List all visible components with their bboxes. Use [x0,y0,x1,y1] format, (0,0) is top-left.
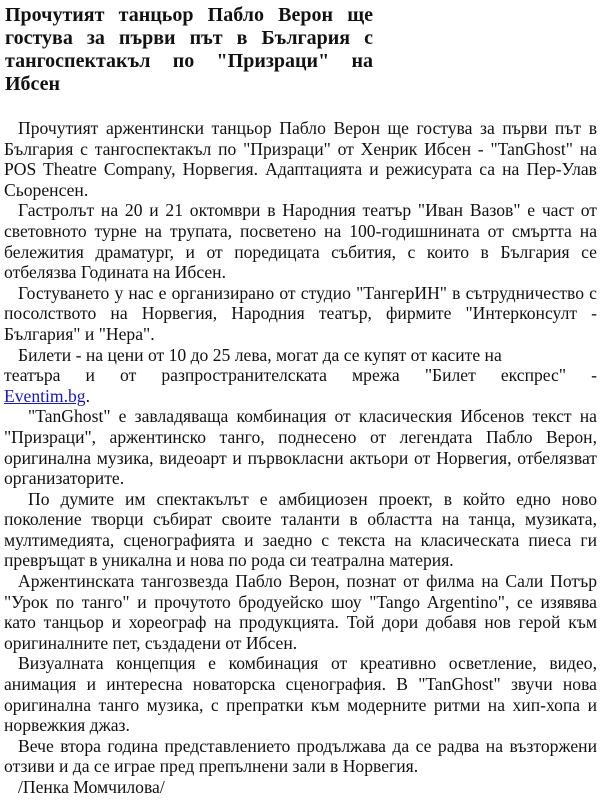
tickets-paragraph [4,365,597,386]
paragraph: Прочутият аржентински танцьор Пабло Верон ще гостува за първи път в България с тангоспектакъл по "Призраци" от Хенрик Ибсен - "TanGhost" на POS Theatre Company, Норвегия. Адаптацията и режисурата са на Пер-Улав Сьоренсен. [4,118,597,200]
paragraph: Вече втора година представлението продължава да се радва на възторжени отзиви и да се играе пред препълнени зали в Норвегия. [4,735,597,777]
tickets-link-line [4,386,597,407]
paragraph: Визуалната концепция е комбинация от креативно осветление, видео, анимация и интересна новаторска сценография. В "TanGhost" звучи нова оригинална танго музика, с препратки към модерните ритми на хип-хопа и норвежкия джаз. [4,653,597,736]
paragraph: Гастролът на 20 и 21 октомври в Народния театър "Иван Вазов" е част от световното турне на трупата, посветено на 100-годишнината от смъртта на бележития драматург, и от поредицата събития, с които в България се отбелязва Годината на Ибсен. [4,200,597,283]
paragraph: По думите им спектакълът е амбициозен проект, в който едно ново поколение творци събират своите таланти в областта на танца, музиката, мултимедията, сценографията и заедно с текста на класическата пиеса ги превръщат в уникална и нова по рода си театрална материя. [4,488,597,571]
article-title: Прочутият танцьор Пабло Верон ще гостува за първи път в България с тангоспектакъл по "Призраци" на Ибсен [5,4,373,95]
article-body [4,118,597,798]
tickets-line-2: театъра и от разпространителската мрежа "Билет експрес" - [4,365,597,386]
tickets-line-1: Билети - на цени от 10 до 25 лева, могат да се купят от касите на [18,344,502,365]
paragraph: "TanGhost" е завладяваща комбинация от класическия Ибсенов текст на "Призраци", аржентинско танго, поднесено от легендата Пабло Верон, оригинална музика, видеоарт и първокласни актьори от Норвегия, отбелязват организаторите. [4,406,597,489]
link-period: . [85,385,91,406]
paragraph: Аржентинската тангозвезда Пабло Верон, познат от филма на Сали Потър "Урок по танго" и прочутото бродуейско шоу "Tango Argentino", се изявява като танцьор и хореограф на продукцията. Той дори добавя нов герой към оригиналните пет, създадени от Ибсен. [4,571,597,653]
eventim-link[interactable]: Eventim.bg [4,385,86,406]
author-signature: /Пенка Момчилова/ [18,777,165,797]
paragraph: Гостуването у нас е организирано от студио "ТангерИН" в сътрудничество с посолството на Норвегия, Народния театър, фирмите "Интерконсулт - България" и "Нера". [4,282,597,344]
